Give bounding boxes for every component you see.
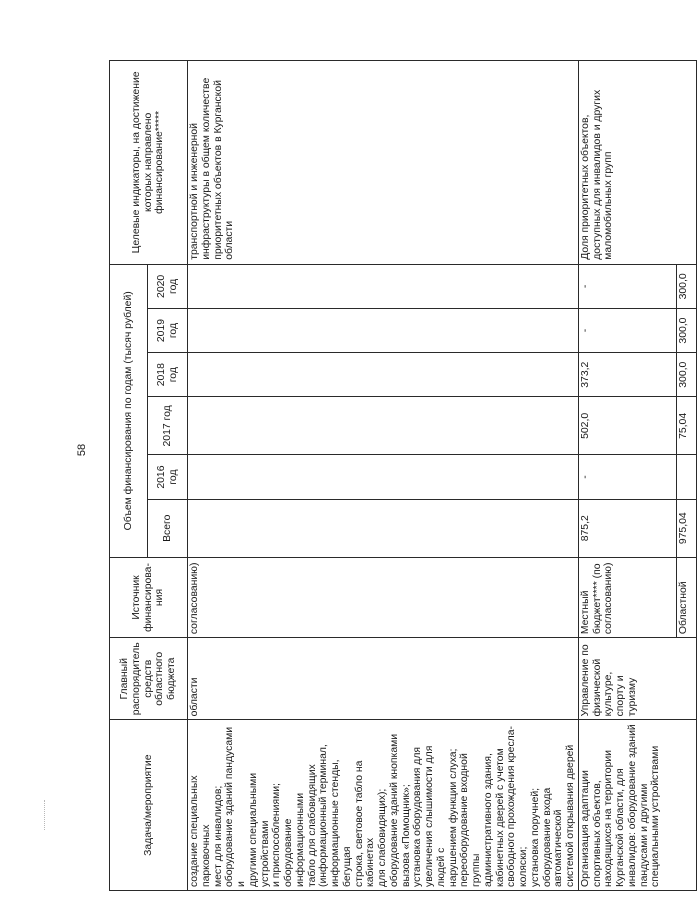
row3-2016 bbox=[676, 455, 696, 499]
task-line: установка поручней; bbox=[529, 787, 541, 887]
header-task: Задача/мероприятие bbox=[110, 720, 188, 891]
row3-total: 975,04 bbox=[676, 499, 696, 557]
task-line: кабинетных дверей с учетом bbox=[494, 748, 506, 887]
financing-table-rotated bbox=[109, 60, 689, 891]
row1-indicator: транспортной и инженерной инфраструктуры в общем количестве приоритетных объектов в Курганской области bbox=[188, 61, 579, 265]
task-line: оборудование зданий кнопками bbox=[388, 733, 400, 887]
row1-2020 bbox=[188, 264, 579, 308]
row1-task bbox=[188, 720, 579, 891]
header-volume: Объем финансирования по годам (тысяч рублей) bbox=[110, 264, 148, 557]
task-line: другими специальными устройствами bbox=[247, 772, 271, 887]
page-number: 58 bbox=[76, 443, 88, 457]
header-2020: 2020 год bbox=[148, 264, 188, 308]
task-line: переоборудование входной группы bbox=[459, 753, 482, 887]
task-line: административного здания, bbox=[482, 753, 494, 887]
task-line: создание специальных парковочных bbox=[189, 775, 212, 887]
row2-manager: Управление по физической культуре, спорту и туризму bbox=[578, 638, 696, 720]
row2-2018: 373,2 bbox=[578, 353, 676, 397]
row3-2019: 300,0 bbox=[676, 308, 696, 352]
task-line: вызова «Помощник»; bbox=[400, 784, 412, 887]
task-line: нарушением функции слуха; bbox=[447, 748, 459, 887]
task-line: оборудование входа автоматической bbox=[541, 787, 565, 887]
header-2019: 2019 год bbox=[148, 308, 188, 352]
row2-2016: - bbox=[578, 455, 676, 499]
row1-total bbox=[188, 499, 579, 557]
task-line: (информационный терминал, bbox=[318, 744, 330, 887]
row1-2018 bbox=[188, 353, 579, 397]
row1-source: согласованию) bbox=[188, 557, 579, 637]
row1-2019 bbox=[188, 308, 579, 352]
table-row bbox=[188, 61, 579, 891]
row2-source: Местный бюджет**** (по согласованию) bbox=[578, 557, 676, 637]
row1-2017 bbox=[188, 397, 579, 455]
header-2017: 2017 год bbox=[148, 397, 188, 455]
row2-2019: - bbox=[578, 308, 676, 352]
header-manager: Главный распорядитель средств областного бюджета bbox=[110, 638, 188, 720]
financing-table bbox=[109, 60, 697, 891]
header-source: Источник финансирова-ния bbox=[110, 557, 188, 637]
row2-2020: - bbox=[578, 264, 676, 308]
task-line: системой открывания дверей bbox=[565, 744, 576, 887]
scan-artifact bbox=[44, 800, 49, 830]
task-line: свободного прохождения кресла- bbox=[506, 726, 518, 887]
task-line: строка, световое табло на кабинетах bbox=[353, 760, 377, 887]
row2-2017: 502,0 bbox=[578, 397, 676, 455]
row3-2020: 300,0 bbox=[676, 264, 696, 308]
task-line: табло для слабовидящих bbox=[306, 764, 318, 887]
header-2016: 2016 год bbox=[148, 455, 188, 499]
header-indicators: Целевые индикаторы, на достижение которых направлено финансирование***** bbox=[110, 61, 188, 265]
row3-2017: 75,04 bbox=[676, 397, 696, 455]
row1-manager: области bbox=[188, 638, 579, 720]
header-2018: 2018 год bbox=[148, 353, 188, 397]
task-line: оборудование зданий пандусами и bbox=[224, 726, 247, 887]
task-line: и приспособлениями; bbox=[271, 783, 283, 887]
row2-task: Организация адаптации спортивных объектов, находящихся на территории Курганской области, для инвалидов: оборудование зданий пандусами и другими специальными устройствами bbox=[578, 720, 696, 891]
task-line: установка оборудования для bbox=[412, 746, 424, 887]
row2-indicator: Доля приоритетных объектов, доступных для инвалидов и других маломобильных групп bbox=[578, 61, 696, 265]
table-row bbox=[578, 61, 676, 891]
row2-total: 875,2 bbox=[578, 499, 676, 557]
row3-source: Областной bbox=[676, 557, 696, 637]
task-line: для слабовидящих); bbox=[377, 788, 388, 887]
task-line: увеличения слышимости для людей с bbox=[424, 745, 447, 887]
row1-2016 bbox=[188, 455, 579, 499]
task-line: информационные стенды, бегущая bbox=[330, 759, 353, 887]
task-line: мест для инвалидов; bbox=[212, 785, 224, 887]
row3-2018: 300,0 bbox=[676, 353, 696, 397]
header-total: Всего bbox=[148, 499, 188, 557]
task-line: коляски; bbox=[518, 846, 529, 887]
task-line: оборудование информационными bbox=[283, 793, 306, 887]
